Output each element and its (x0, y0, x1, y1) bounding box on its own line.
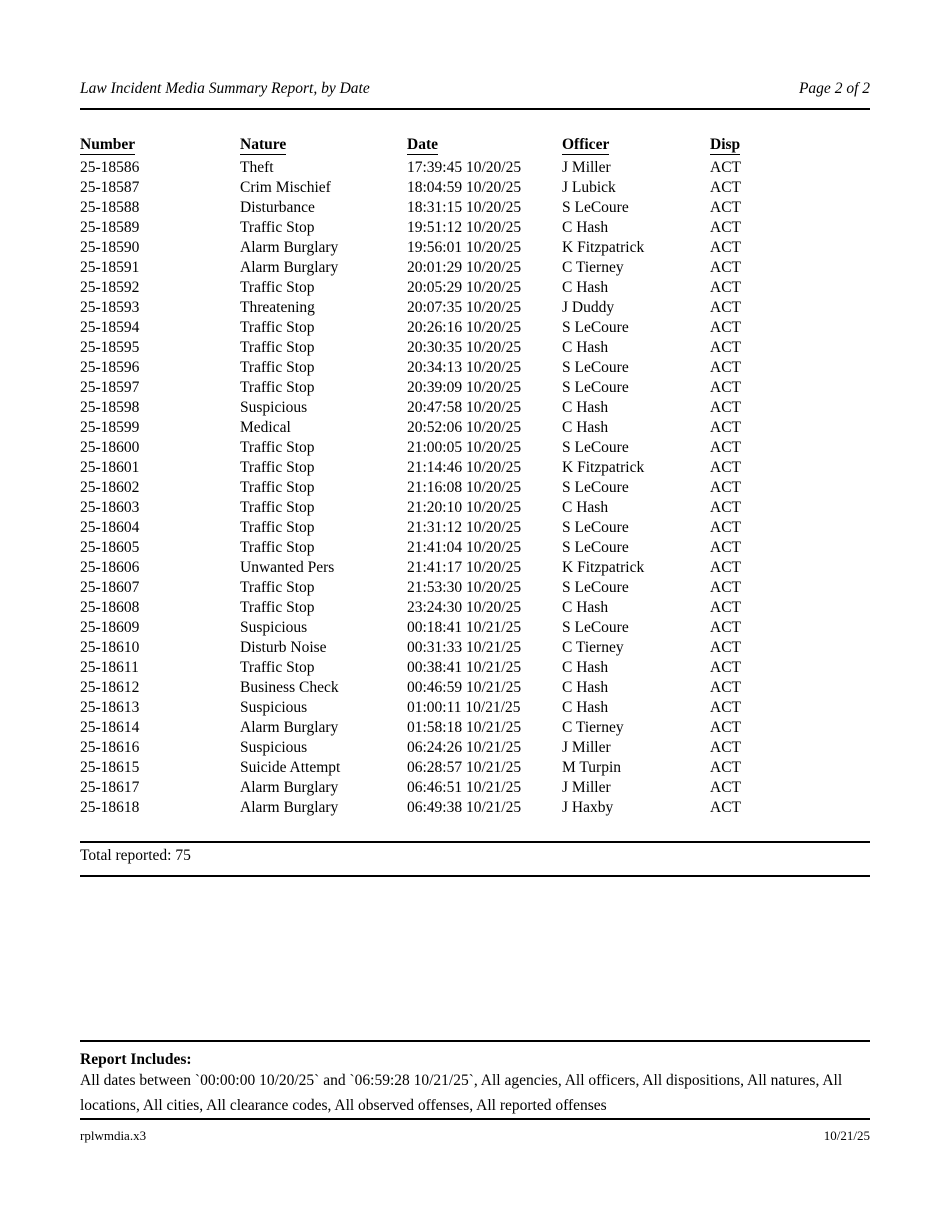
table-row (80, 578, 870, 598)
cell-number: 25-18602 (80, 479, 140, 496)
cell-number: 25-18614 (80, 719, 140, 736)
table-header-row (80, 136, 870, 158)
cell-disp: ACT (710, 699, 741, 716)
cell-officer: M Turpin (562, 759, 622, 776)
cell-disp: ACT (710, 339, 741, 356)
cell-number: 25-18598 (80, 399, 140, 416)
cell-disp: ACT (710, 719, 741, 736)
cell-number: 25-18593 (80, 299, 140, 316)
table-row (80, 738, 870, 758)
column-header-date-label: Date (407, 136, 438, 153)
cell-nature: Unwanted Pers (240, 559, 335, 576)
includes-divider-bottom (80, 1118, 870, 1120)
column-header-disp (710, 136, 870, 158)
incident-table-body (80, 158, 870, 818)
cell-date: 17:39:45 10/20/25 (407, 159, 522, 176)
cell-number: 25-18600 (80, 439, 140, 456)
cell-nature: Traffic Stop (240, 519, 315, 536)
cell-date: 21:41:17 10/20/25 (407, 559, 522, 576)
table-row (80, 258, 870, 278)
cell-disp: ACT (710, 519, 741, 536)
cell-number: 25-18588 (80, 199, 140, 216)
cell-nature: Alarm Burglary (240, 719, 339, 736)
cell-nature: Traffic Stop (240, 219, 315, 236)
cell-nature: Traffic Stop (240, 479, 315, 496)
cell-disp: ACT (710, 199, 741, 216)
table-row (80, 658, 870, 678)
cell-nature: Alarm Burglary (240, 259, 339, 276)
cell-nature: Threatening (240, 299, 315, 316)
cell-date: 19:51:12 10/20/25 (407, 219, 522, 236)
cell-date: 20:39:09 10/20/25 (407, 379, 522, 396)
cell-disp: ACT (710, 659, 741, 676)
cell-date: 00:38:41 10/21/25 (407, 659, 522, 676)
cell-date: 20:47:58 10/20/25 (407, 399, 522, 416)
cell-officer: K Fitzpatrick (562, 559, 645, 576)
cell-disp: ACT (710, 799, 741, 816)
column-header-nature (240, 136, 407, 158)
cell-number: 25-18599 (80, 419, 140, 436)
cell-nature: Traffic Stop (240, 579, 315, 596)
cell-nature: Suspicious (240, 739, 308, 756)
cell-date: 20:07:35 10/20/25 (407, 299, 522, 316)
cell-number: 25-18612 (80, 679, 140, 696)
cell-nature: Suspicious (240, 399, 308, 416)
cell-officer: K Fitzpatrick (562, 239, 645, 256)
cell-number: 25-18611 (80, 659, 139, 676)
cell-officer: C Tierney (562, 719, 624, 736)
includes-divider-top (80, 1040, 870, 1042)
table-row (80, 198, 870, 218)
total-divider-bottom (80, 875, 870, 877)
cell-number: 25-18618 (80, 799, 140, 816)
cell-date: 21:41:04 10/20/25 (407, 539, 522, 556)
cell-nature: Disturbance (240, 199, 315, 216)
cell-date: 06:28:57 10/21/25 (407, 759, 522, 776)
cell-disp: ACT (710, 599, 741, 616)
cell-nature: Traffic Stop (240, 599, 315, 616)
cell-officer: S LeCoure (562, 359, 629, 376)
cell-nature: Traffic Stop (240, 279, 315, 296)
cell-date: 21:53:30 10/20/25 (407, 579, 522, 596)
report-includes-line-1: All dates between `00:00:00 10/20/25` and `06:59:28 10/21/25`, All agencies, All officers, All dispositions, All natures, All (80, 1071, 843, 1089)
total-block (80, 841, 870, 871)
table-row (80, 618, 870, 638)
cell-disp: ACT (710, 579, 741, 596)
cell-disp: ACT (710, 179, 741, 196)
cell-date: 20:26:16 10/20/25 (407, 319, 522, 336)
cell-disp: ACT (710, 759, 741, 776)
cell-officer: C Hash (562, 339, 609, 356)
cell-nature: Traffic Stop (240, 319, 315, 336)
cell-date: 20:05:29 10/20/25 (407, 279, 522, 296)
cell-nature: Traffic Stop (240, 359, 315, 376)
cell-nature: Alarm Burglary (240, 779, 339, 796)
report-includes-line-2: locations, All cities, All clearance codes, All observed offenses, All reported offenses (80, 1096, 607, 1114)
cell-disp: ACT (710, 639, 741, 656)
cell-number: 25-18594 (80, 319, 140, 336)
report-includes-title: Report Includes: (80, 1051, 192, 1068)
cell-nature: Suspicious (240, 619, 308, 636)
cell-disp: ACT (710, 419, 741, 436)
cell-disp: ACT (710, 779, 741, 796)
cell-number: 25-18607 (80, 579, 140, 596)
cell-officer: C Hash (562, 699, 609, 716)
cell-nature: Business Check (240, 679, 339, 696)
table-row (80, 298, 870, 318)
cell-disp: ACT (710, 679, 741, 696)
cell-date: 23:24:30 10/20/25 (407, 599, 522, 616)
table-row (80, 378, 870, 398)
cell-date: 20:52:06 10/20/25 (407, 419, 522, 436)
cell-number: 25-18609 (80, 619, 140, 636)
cell-officer: J Lubick (562, 179, 616, 196)
cell-date: 06:46:51 10/21/25 (407, 779, 522, 796)
report-footer (80, 1128, 870, 1144)
cell-date: 21:31:12 10/20/25 (407, 519, 522, 536)
cell-number: 25-18591 (80, 259, 140, 276)
report-includes-block (80, 1040, 870, 1123)
cell-number: 25-18605 (80, 539, 140, 556)
cell-nature: Traffic Stop (240, 339, 315, 356)
cell-nature: Traffic Stop (240, 539, 315, 556)
cell-officer: S LeCoure (562, 519, 629, 536)
cell-number: 25-18604 (80, 519, 140, 536)
table-row (80, 638, 870, 658)
table-row (80, 798, 870, 818)
cell-officer: S LeCoure (562, 439, 629, 456)
cell-date: 00:46:59 10/21/25 (407, 679, 522, 696)
table-row (80, 238, 870, 258)
cell-number: 25-18592 (80, 279, 140, 296)
table-row (80, 398, 870, 418)
page-number: Page 2 of 2 (798, 80, 870, 97)
cell-number: 25-18603 (80, 499, 140, 516)
column-header-date (407, 136, 562, 158)
footer-source-file: rplwmdia.x3 (80, 1128, 147, 1143)
table-row (80, 518, 870, 538)
table-row (80, 218, 870, 238)
column-header-disp-label: Disp (710, 136, 741, 153)
cell-nature: Traffic Stop (240, 379, 315, 396)
cell-date: 00:31:33 10/21/25 (407, 639, 522, 656)
cell-disp: ACT (710, 619, 741, 636)
cell-disp: ACT (710, 399, 741, 416)
cell-nature: Traffic Stop (240, 499, 315, 516)
cell-disp: ACT (710, 259, 741, 276)
cell-nature: Medical (240, 419, 291, 436)
cell-disp: ACT (710, 459, 741, 476)
cell-date: 00:18:41 10/21/25 (407, 619, 522, 636)
cell-nature: Theft (240, 159, 274, 176)
cell-officer: C Hash (562, 419, 609, 436)
cell-nature: Alarm Burglary (240, 799, 339, 816)
cell-officer: C Hash (562, 499, 609, 516)
cell-disp: ACT (710, 299, 741, 316)
table-row (80, 598, 870, 618)
cell-officer: S LeCoure (562, 539, 629, 556)
table-row (80, 418, 870, 438)
cell-number: 25-18608 (80, 599, 140, 616)
table-row (80, 698, 870, 718)
cell-officer: J Miller (562, 159, 611, 176)
cell-officer: C Hash (562, 659, 609, 676)
table-row (80, 538, 870, 558)
cell-date: 18:31:15 10/20/25 (407, 199, 522, 216)
table-row (80, 778, 870, 798)
cell-officer: J Haxby (562, 799, 614, 816)
cell-date: 21:14:46 10/20/25 (407, 459, 522, 476)
incident-table-wrap (80, 136, 870, 818)
cell-officer: C Hash (562, 219, 609, 236)
cell-date: 01:58:18 10/21/25 (407, 719, 522, 736)
cell-disp: ACT (710, 219, 741, 236)
cell-officer: K Fitzpatrick (562, 459, 645, 476)
cell-date: 20:01:29 10/20/25 (407, 259, 522, 276)
cell-number: 25-18601 (80, 459, 140, 476)
report-title: Law Incident Media Summary Report, by Date (80, 80, 370, 97)
cell-date: 01:00:11 10/21/25 (407, 699, 521, 716)
cell-officer: S LeCoure (562, 579, 629, 596)
cell-disp: ACT (710, 539, 741, 556)
table-row (80, 558, 870, 578)
table-row (80, 318, 870, 338)
cell-disp: ACT (710, 359, 741, 376)
cell-officer: J Miller (562, 739, 611, 756)
cell-officer: S LeCoure (562, 619, 629, 636)
cell-number: 25-18616 (80, 739, 140, 756)
table-row (80, 718, 870, 738)
column-header-number (80, 136, 240, 158)
cell-date: 21:00:05 10/20/25 (407, 439, 522, 456)
table-row (80, 278, 870, 298)
cell-disp: ACT (710, 479, 741, 496)
cell-officer: J Miller (562, 779, 611, 796)
table-row (80, 178, 870, 198)
cell-officer: C Tierney (562, 639, 624, 656)
table-row (80, 338, 870, 358)
total-divider-top (80, 841, 870, 843)
table-row (80, 478, 870, 498)
cell-disp: ACT (710, 239, 741, 256)
column-header-nature-label: Nature (240, 136, 287, 153)
table-row (80, 758, 870, 778)
column-header-officer-label: Officer (562, 136, 610, 153)
cell-number: 25-18617 (80, 779, 140, 796)
cell-number: 25-18615 (80, 759, 140, 776)
table-row (80, 358, 870, 378)
cell-disp: ACT (710, 159, 741, 176)
cell-number: 25-18596 (80, 359, 140, 376)
cell-officer: C Hash (562, 679, 609, 696)
cell-nature: Crim Mischief (240, 179, 331, 196)
cell-officer: C Hash (562, 279, 609, 296)
cell-number: 25-18586 (80, 159, 140, 176)
table-row (80, 458, 870, 478)
cell-officer: C Tierney (562, 259, 624, 276)
cell-date: 21:16:08 10/20/25 (407, 479, 522, 496)
cell-date: 06:49:38 10/21/25 (407, 799, 522, 816)
column-header-number-label: Number (80, 136, 136, 153)
cell-officer: C Hash (562, 599, 609, 616)
cell-date: 06:24:26 10/21/25 (407, 739, 522, 756)
cell-date: 19:56:01 10/20/25 (407, 239, 522, 256)
cell-disp: ACT (710, 739, 741, 756)
cell-date: 20:30:35 10/20/25 (407, 339, 522, 356)
cell-date: 20:34:13 10/20/25 (407, 359, 522, 376)
cell-nature: Traffic Stop (240, 659, 315, 676)
cell-disp: ACT (710, 559, 741, 576)
cell-nature: Suicide Attempt (240, 759, 341, 776)
report-header (80, 80, 870, 98)
table-row (80, 158, 870, 178)
cell-nature: Traffic Stop (240, 439, 315, 456)
cell-disp: ACT (710, 279, 741, 296)
cell-officer: C Hash (562, 399, 609, 416)
cell-officer: S LeCoure (562, 379, 629, 396)
cell-disp: ACT (710, 439, 741, 456)
cell-nature: Alarm Burglary (240, 239, 339, 256)
cell-number: 25-18587 (80, 179, 140, 196)
cell-number: 25-18610 (80, 639, 140, 656)
cell-nature: Suspicious (240, 699, 308, 716)
cell-officer: S LeCoure (562, 319, 629, 336)
cell-number: 25-18595 (80, 339, 140, 356)
cell-disp: ACT (710, 499, 741, 516)
cell-date: 21:20:10 10/20/25 (407, 499, 522, 516)
cell-number: 25-18597 (80, 379, 140, 396)
header-divider (80, 108, 870, 110)
cell-date: 18:04:59 10/20/25 (407, 179, 522, 196)
table-row (80, 678, 870, 698)
table-row (80, 498, 870, 518)
column-header-officer (562, 136, 710, 158)
cell-officer: S LeCoure (562, 479, 629, 496)
cell-number: 25-18589 (80, 219, 140, 236)
table-row (80, 438, 870, 458)
cell-nature: Traffic Stop (240, 459, 315, 476)
cell-number: 25-18590 (80, 239, 140, 256)
incident-table (80, 136, 870, 818)
total-reported: Total reported: 75 (80, 847, 191, 864)
cell-officer: S LeCoure (562, 199, 629, 216)
cell-number: 25-18606 (80, 559, 140, 576)
footer-date: 10/21/25 (823, 1128, 870, 1143)
cell-nature: Disturb Noise (240, 639, 327, 656)
cell-number: 25-18613 (80, 699, 140, 716)
cell-disp: ACT (710, 319, 741, 336)
cell-disp: ACT (710, 379, 741, 396)
cell-officer: J Duddy (562, 299, 615, 316)
